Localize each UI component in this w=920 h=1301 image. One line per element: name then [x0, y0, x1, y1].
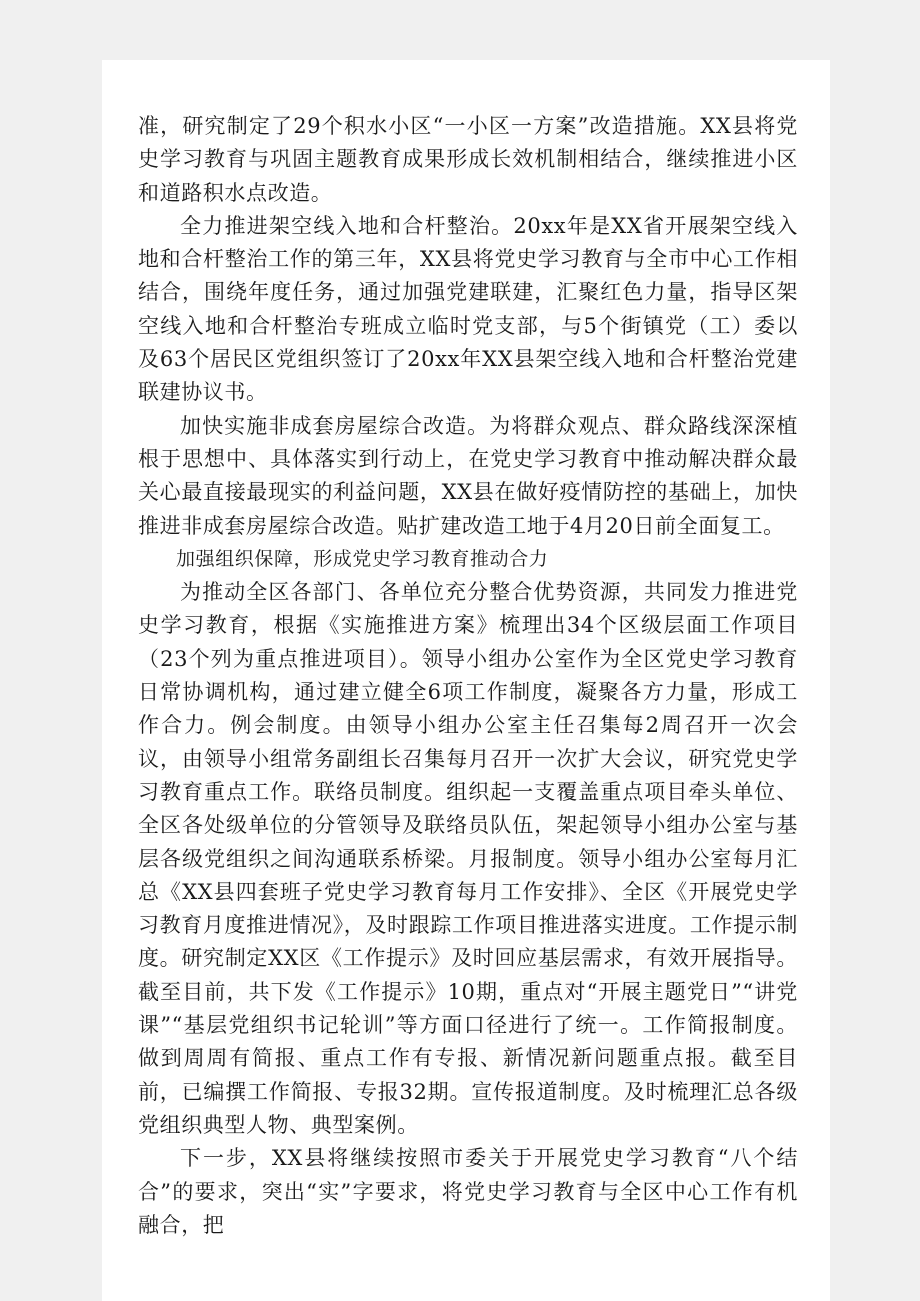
paragraph-overhead-lines: 全力推进架空线入地和合杆整治。20xx年是XX省开展架空线入地和合杆整治工作的第三年，XX县将党史学习教育与全市中心工作相结合，围绕年度任务，通过加强党建联建，汇聚红色力量，指导区架空线入地和合杆整治专班成立临时党支部，与5个街镇党（工）委以及63个居民区党组织签订了20xx年XX县架空线入地和合杆整治党建联建协议书。 [138, 213, 798, 405]
paragraph-next-step: 下一步，XX县将继续按照市委关于开展党史学习教育“八个结合”的要求，突出“实”字要求，将党史学习教育与全区中心工作有机融合，把 [138, 1146, 798, 1237]
paragraph-continuation: 准，研究制定了29个积水小区“一小区一方案”改造措施。XX县将党史学习教育与巩固主题教育成果形成长效机制相结合，继续推进小区和道路积水点改造。 [138, 114, 798, 205]
document-body [138, 110, 798, 1242]
document-page [102, 60, 830, 1301]
paragraph-organization-guarantee: 为推动全区各部门、各单位充分整合优势资源，共同发力推进党史学习教育，根据《实施推进方案》梳理出34个区级层面工作项目（23个列为重点推进项目）。领导小组办公室作为全区党史学习教育日常协调机构，通过建立健全6项工作制度，凝聚各方力量，形成工作合力。例会制度。由领导小组办公室主任召集每2周召开一次会议，由领导小组常务副组长召集每月召开一次扩大会议，研究党史学习教育重点工作。联络员制度。组织起一支覆盖重点项目牵头单位、全区各处级单位的分管领导及联络员队伍，架起领导小组办公室与基层各级党组织之间沟通联系桥梁。月报制度。领导小组办公室每月汇总《XX县四套班子党史学习教育每月工作安排》、全区《开展党史学习教育月度推进情况》，及时跟踪工作项目推进落实进度。工作提示制度。研究制定XX区《工作提示》及时回应基层需求，有效开展指导。截至目前，共下发《工作提示》10期，重点对“开展主题党日”“讲党课”“基层党组织书记轮训”等方面口径进行了统一。工作简报制度。做到周周有简报、重点工作有专报、新情况新问题重点报。截至目前，已编撰工作简报、专报32期。宣传报道制度。及时梳理汇总各级党组织典型人物、典型案例。 [138, 580, 798, 1137]
section-heading: 加强组织保障，形成党史学习教育推动合力 [176, 547, 549, 570]
paragraph-housing-renovation: 加快实施非成套房屋综合改造。为将群众观点、群众路线深深植根于思想中、具体落实到行动上，在党史学习教育中推动解决群众最关心最直接最现实的利益问题，XX县在做好疫情防控的基础上，加快推进非成套房屋综合改造。贴扩建改造工地于4月20日前全面复工。 [138, 413, 798, 538]
